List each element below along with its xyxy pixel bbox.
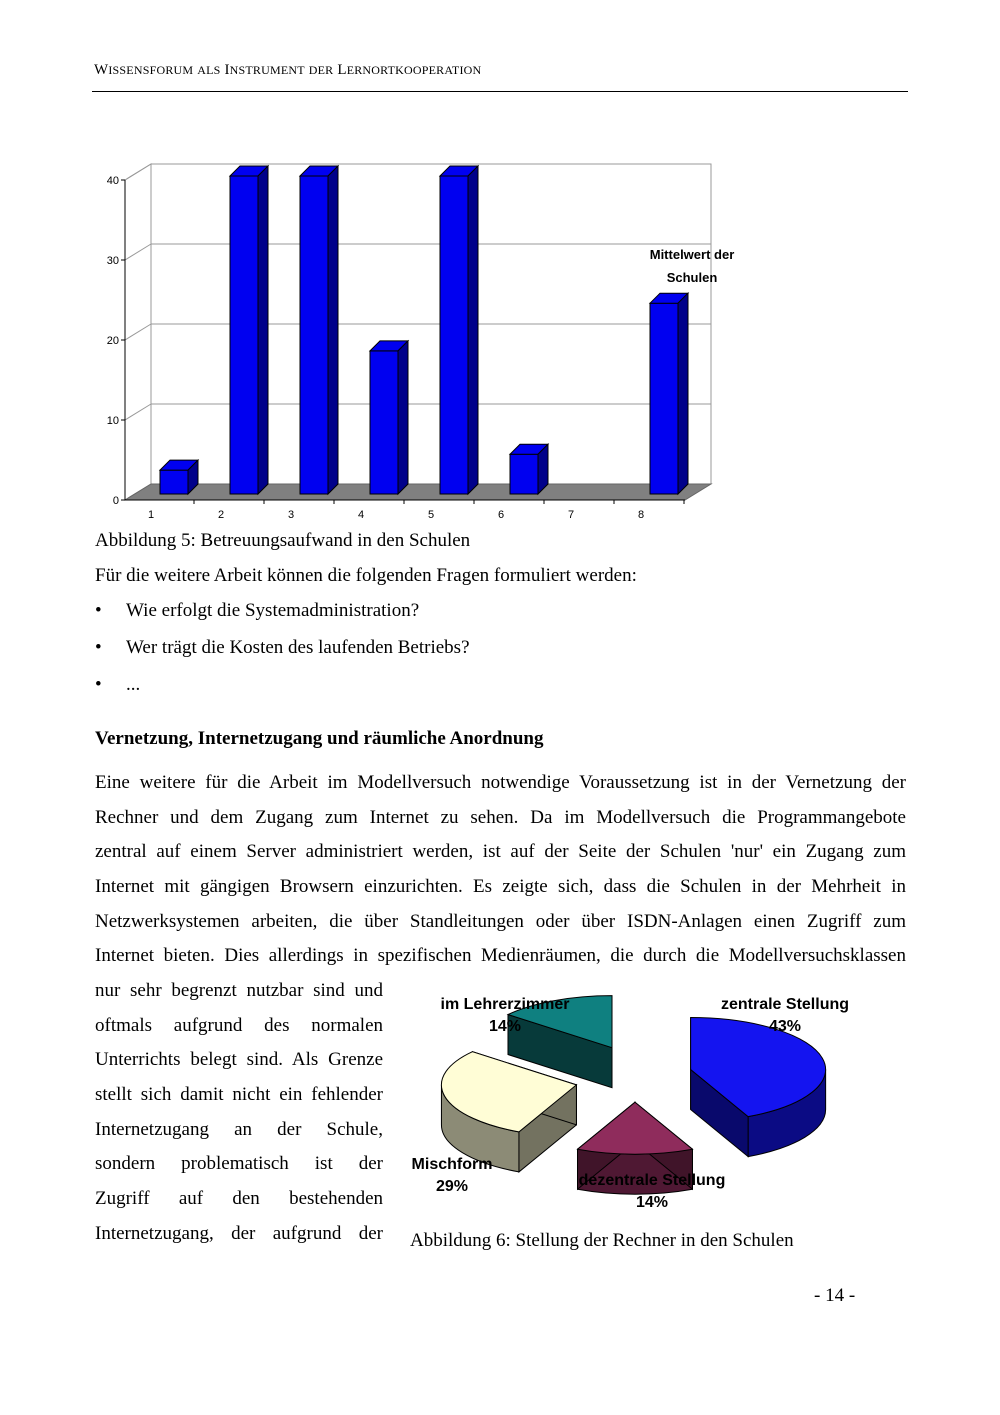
bar-front	[370, 351, 398, 494]
paragraph-line: Unterrichts belegt sind. Als Grenze	[95, 1049, 383, 1071]
paragraph-line: Internet mit gängigen Browsern einzurichten. Es zeigte sich, dass die Schulen in der Mehrheit in	[95, 876, 906, 898]
bar	[370, 341, 408, 494]
list-item-text: Wer trägt die Kosten des laufenden Betriebs?	[126, 637, 470, 658]
paragraph-line: Zugriff auf den bestehenden	[95, 1188, 383, 1210]
pie-percent-label: 43%	[768, 1018, 802, 1035]
x-tick-label: 2	[217, 509, 225, 521]
section-title: Vernetzung, Internetzugang und räumliche Anordnung	[95, 728, 544, 749]
bullet-icon: •	[95, 674, 102, 695]
pie-percent-label: 29%	[435, 1178, 469, 1195]
pie-slice-top	[578, 1102, 693, 1154]
intro-text: Für die weitere Arbeit können die folgenden Fragen formuliert werden:	[95, 565, 637, 586]
y-tick-label: 20	[106, 335, 119, 347]
bar-side	[398, 341, 408, 494]
paragraph-line: zentral auf einem Server administriert werden, ist auf der Seite der Schulen 'nur' ein Zugang zum	[95, 841, 906, 863]
y-tick-label: 0	[112, 495, 119, 507]
header-rule	[92, 91, 908, 92]
chart-annotation: Schulen	[666, 270, 718, 285]
paragraph-line: stellt sich damit nicht ein fehlender	[95, 1084, 383, 1106]
page-number: - 14 -	[814, 1285, 856, 1306]
paragraph-line: nur sehr begrenzt nutzbar sind und	[95, 980, 383, 1001]
paragraph-line: sondern problematisch ist der	[95, 1153, 383, 1175]
bullet-icon: •	[95, 600, 102, 621]
x-tick-label: 1	[147, 509, 155, 521]
bar-side	[678, 293, 688, 494]
chart-floor	[125, 484, 711, 500]
question-list	[95, 598, 470, 709]
figure6-caption: Abbildung 6: Stellung der Rechner in den Schulen	[410, 1230, 794, 1251]
x-tick-label: 3	[287, 509, 295, 521]
paragraph-line: Internet bieten. Dies allerdings in spezifischen Medienräumen, die durch die Modellversuchsklassen	[95, 945, 906, 967]
bar-front	[300, 176, 328, 494]
running-header	[94, 62, 906, 79]
bar	[650, 293, 688, 494]
pie-label: Mischform	[411, 1156, 493, 1173]
bar-side	[258, 166, 268, 494]
bar-front	[510, 454, 538, 494]
y-tick-label: 40	[106, 175, 119, 187]
x-tick-label: 4	[357, 509, 365, 521]
paragraph-line: Internetzugang an der Schule,	[95, 1118, 383, 1140]
bullet-icon: •	[95, 637, 102, 658]
list-item	[95, 672, 470, 709]
paragraph-line: Eine weitere für die Arbeit im Modellversuch notwendige Voraussetzung ist in der Vernetzung der	[95, 772, 906, 793]
bar-front	[440, 176, 468, 494]
x-tick-label: 6	[497, 509, 505, 521]
pie-slice	[691, 1018, 826, 1157]
pie-percent-label: 14%	[635, 1194, 669, 1211]
paragraph-line: Netzwerksystemen arbeiten, die über Standleitungen oder über ISDN-Anlagen einen Zugriff zum	[95, 910, 906, 932]
pie-label: zentrale Stellung	[720, 996, 850, 1013]
figure5-caption: Abbildung 5: Betreuungsaufwand in den Schulen	[95, 530, 471, 551]
bar	[440, 166, 478, 494]
bar	[160, 460, 198, 494]
list-item	[95, 598, 470, 635]
paragraph-line: Rechner und dem Zugang zum Internet zu sehen. Da im Modellversuch die Programmangebote	[95, 806, 906, 828]
bar-front	[650, 303, 678, 494]
pie-label: dezentrale Stellung	[578, 1172, 726, 1189]
bar	[300, 166, 338, 494]
bar-front	[230, 176, 258, 494]
list-item-text: Wie erfolgt die Systemadministration?	[126, 600, 420, 621]
pie-chart	[400, 985, 870, 1220]
list-item	[95, 635, 470, 672]
chart-annotation: Mittelwert der	[649, 247, 735, 262]
wrapped-paragraph	[95, 974, 383, 1252]
pie-label: im Lehrerzimmer	[440, 996, 570, 1013]
list-item-text: ...	[126, 674, 141, 695]
bar-side	[468, 166, 478, 494]
x-tick-label: 8	[637, 509, 645, 521]
y-tick-label: 10	[106, 415, 119, 427]
pie-percent-label: 14%	[488, 1018, 522, 1035]
bar-front	[160, 470, 188, 494]
x-tick-label: 5	[427, 509, 435, 521]
paragraph-line: oftmals aufgrund des normalen	[95, 1014, 383, 1036]
bar-side	[328, 166, 338, 494]
body-paragraph	[95, 766, 906, 974]
bar	[230, 166, 268, 494]
running-header-text: WISSENSFORUM ALS INSTRUMENT DER LERNORTKOOPERATION	[94, 62, 482, 78]
bar-chart	[100, 150, 750, 525]
y-tick-label: 30	[106, 255, 119, 267]
bar	[510, 444, 548, 494]
x-tick-label: 7	[567, 509, 575, 521]
paragraph-line: Internetzugang, der aufgrund der	[95, 1222, 383, 1244]
